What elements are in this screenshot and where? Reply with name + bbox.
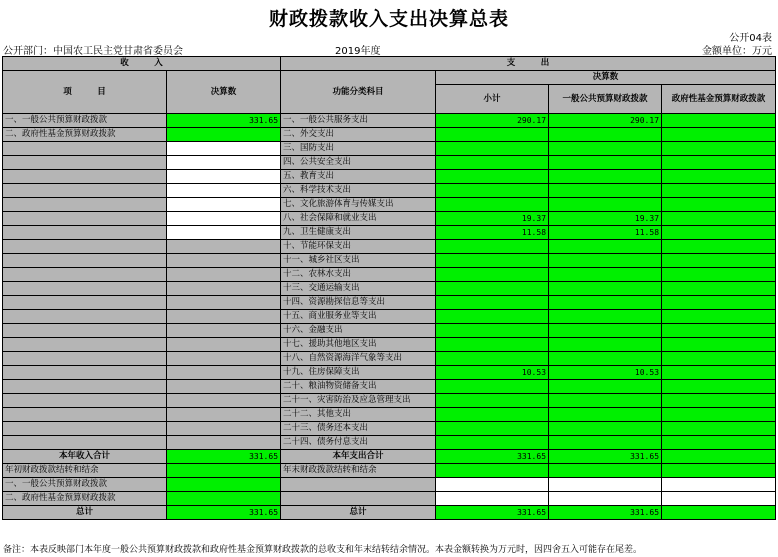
table-row (3, 422, 776, 436)
expense-fund (662, 436, 776, 450)
income-item-amount: 331.65 (167, 114, 281, 128)
expense-general (549, 436, 662, 450)
expense-subtotal (436, 128, 549, 142)
expense-fund (662, 142, 776, 156)
form-code: 公开04表 (729, 33, 772, 44)
expense-subtotal (436, 296, 549, 310)
expense-item-label: 二十四、债务付息支出 (281, 436, 436, 450)
end-balance-label: 年末财政拨款结转和结余 (281, 464, 436, 478)
income-empty-label (3, 338, 167, 352)
expense-subtotal (436, 394, 549, 408)
income-empty-label (3, 282, 167, 296)
income-empty-label (3, 324, 167, 338)
year-expense-total-label: 本年支出合计 (281, 450, 436, 464)
income-empty-label (3, 380, 167, 394)
income-empty-label (3, 422, 167, 436)
expense-general (549, 338, 662, 352)
table-row (3, 296, 776, 310)
expense-item-label: 十九、住房保障支出 (281, 366, 436, 380)
income-empty-amount (167, 254, 281, 268)
expense-item-label: 八、社会保障和就业支出 (281, 212, 436, 226)
grand-total-label: 总计 (3, 506, 167, 520)
expense-item-label: 二十一、灾害防治及应急管理支出 (281, 394, 436, 408)
grand-total-general: 331.65 (549, 506, 662, 520)
expense-general (549, 170, 662, 184)
income-empty-amount (167, 296, 281, 310)
end-balance-fund (662, 464, 776, 478)
function-class-header: 功能分类科目 (281, 71, 436, 114)
table-row (3, 226, 776, 240)
income-empty-label (3, 156, 167, 170)
expense-item-label: 五、教育支出 (281, 170, 436, 184)
expense-subtotal (436, 352, 549, 366)
expense-general (549, 142, 662, 156)
table-row (3, 310, 776, 324)
grand-total-income: 331.65 (167, 506, 281, 520)
expense-general (549, 380, 662, 394)
expense-general: 290.17 (549, 114, 662, 128)
income-empty-amount (167, 156, 281, 170)
expense-general (549, 394, 662, 408)
table-row (3, 436, 776, 450)
expense-subtotal: 11.58 (436, 226, 549, 240)
table-row (3, 408, 776, 422)
income-empty-amount (167, 338, 281, 352)
expense-fund (662, 184, 776, 198)
expense-subtotal (436, 184, 549, 198)
begin-fund-label: 二、政府性基金预算财政拨款 (3, 492, 167, 506)
expense-item-label: 二十二、其他支出 (281, 408, 436, 422)
table-row (3, 184, 776, 198)
expense-fund (662, 282, 776, 296)
year-label: 2019年度 (335, 46, 381, 57)
expense-fund (662, 128, 776, 142)
expense-fund (662, 240, 776, 254)
expense-general (549, 184, 662, 198)
income-empty-amount (167, 422, 281, 436)
table-row (3, 352, 776, 366)
expense-fund (662, 394, 776, 408)
income-empty-label (3, 212, 167, 226)
grand-total-subtotal: 331.65 (436, 506, 549, 520)
empty-cell (549, 492, 662, 506)
income-empty-label (3, 170, 167, 184)
expense-general: 19.37 (549, 212, 662, 226)
expense-subtotal (436, 436, 549, 450)
table-row (3, 212, 776, 226)
expense-general (549, 240, 662, 254)
empty-cell (436, 492, 549, 506)
income-empty-label (3, 240, 167, 254)
table-row (3, 282, 776, 296)
income-empty-label (3, 254, 167, 268)
expense-general (549, 282, 662, 296)
expense-subtotal: 10.53 (436, 366, 549, 380)
table-row (3, 142, 776, 156)
year-income-total-amount: 331.65 (167, 450, 281, 464)
department-label: 公开部门：中国农工民主党甘肃省委员会 (3, 46, 183, 57)
expense-item-label: 七、文化旅游体育与传媒支出 (281, 198, 436, 212)
expense-item-label: 十一、城乡社区支出 (281, 254, 436, 268)
general-budget-header: 一般公共预算财政拨款 (549, 85, 662, 114)
expense-item-label: 二十、粮油物资储备支出 (281, 380, 436, 394)
expense-subtotal (436, 310, 549, 324)
expense-general (549, 296, 662, 310)
end-balance-general (549, 464, 662, 478)
expense-fund (662, 380, 776, 394)
year-expense-total-general: 331.65 (549, 450, 662, 464)
budget-table (2, 56, 776, 520)
empty-cell (436, 478, 549, 492)
end-balance-subtotal (436, 464, 549, 478)
table-row (3, 268, 776, 282)
income-empty-amount (167, 198, 281, 212)
income-empty-label (3, 268, 167, 282)
table-row (3, 478, 776, 492)
expense-item-label: 十三、交通运输支出 (281, 282, 436, 296)
expense-item-label: 三、国防支出 (281, 142, 436, 156)
expense-item-label: 二、外交支出 (281, 128, 436, 142)
expense-fund (662, 310, 776, 324)
expense-fund (662, 198, 776, 212)
expense-subtotal (436, 282, 549, 296)
table-row (3, 198, 776, 212)
expense-item-label: 十、节能环保支出 (281, 240, 436, 254)
income-empty-label (3, 310, 167, 324)
income-empty-amount (167, 184, 281, 198)
expense-subtotal (436, 268, 549, 282)
grand-total-expense-label: 总计 (281, 506, 436, 520)
income-empty-amount (167, 240, 281, 254)
empty-cell (549, 478, 662, 492)
expense-subtotal (436, 408, 549, 422)
expense-fund (662, 156, 776, 170)
year-expense-total-fund (662, 450, 776, 464)
table-row (3, 450, 776, 464)
income-empty-label (3, 198, 167, 212)
expense-final-amount-header: 决算数 (436, 71, 776, 85)
begin-general-label: 一、一般公共预算财政拨款 (3, 478, 167, 492)
income-item-label: 一、一般公共预算财政拨款 (3, 114, 167, 128)
table-row (3, 366, 776, 380)
table-row (3, 492, 776, 506)
expense-general (549, 128, 662, 142)
income-empty-label (3, 366, 167, 380)
final-amount-header: 决算数 (167, 71, 281, 114)
income-empty-amount (167, 366, 281, 380)
income-empty-amount (167, 282, 281, 296)
expense-fund (662, 324, 776, 338)
table-row (3, 380, 776, 394)
item-header: 项 目 (3, 71, 167, 114)
page-title: 财政拨款收入支出决算总表 (268, 8, 509, 30)
expense-fund (662, 114, 776, 128)
expense-item-label: 十四、资源勘探信息等支出 (281, 296, 436, 310)
expense-general (549, 198, 662, 212)
income-empty-amount (167, 170, 281, 184)
expense-header: 支 出 (281, 57, 776, 71)
table-row (3, 254, 776, 268)
expense-fund (662, 268, 776, 282)
income-empty-label (3, 226, 167, 240)
subtotal-header: 小计 (436, 85, 549, 114)
unit-label: 金额单位：万元 (702, 46, 772, 57)
income-empty-amount (167, 408, 281, 422)
income-item-amount (167, 128, 281, 142)
expense-fund (662, 338, 776, 352)
empty-cell (662, 492, 776, 506)
expense-fund (662, 212, 776, 226)
table-row (3, 324, 776, 338)
expense-general (549, 254, 662, 268)
income-empty-amount (167, 142, 281, 156)
expense-subtotal (436, 156, 549, 170)
expense-subtotal: 290.17 (436, 114, 549, 128)
income-empty-amount (167, 352, 281, 366)
begin-general-amount (167, 478, 281, 492)
expense-item-label: 一、一般公共服务支出 (281, 114, 436, 128)
expense-subtotal (436, 422, 549, 436)
header-row-2 (3, 71, 776, 85)
table-row (3, 240, 776, 254)
expense-general: 10.53 (549, 366, 662, 380)
gov-fund-header: 政府性基金预算财政拨款 (662, 85, 776, 114)
expense-general (549, 310, 662, 324)
empty-label (281, 492, 436, 506)
expense-fund (662, 296, 776, 310)
expense-fund (662, 254, 776, 268)
empty-cell (662, 478, 776, 492)
table-row (3, 464, 776, 478)
expense-general (549, 422, 662, 436)
table-row (3, 156, 776, 170)
begin-balance-amount (167, 464, 281, 478)
expense-fund (662, 408, 776, 422)
income-empty-label (3, 394, 167, 408)
grand-total-fund (662, 506, 776, 520)
income-empty-amount (167, 324, 281, 338)
expense-subtotal (436, 254, 549, 268)
begin-balance-label: 年初财政拨款结转和结余 (3, 464, 167, 478)
income-empty-amount (167, 310, 281, 324)
expense-fund (662, 226, 776, 240)
table-row (3, 170, 776, 184)
expense-subtotal (436, 170, 549, 184)
expense-subtotal (436, 338, 549, 352)
expense-item-label: 十八、自然资源海洋气象等支出 (281, 352, 436, 366)
table-row (3, 114, 776, 128)
begin-fund-amount (167, 492, 281, 506)
expense-general (549, 408, 662, 422)
income-empty-amount (167, 380, 281, 394)
expense-item-label: 二十三、债务还本支出 (281, 422, 436, 436)
income-empty-label (3, 142, 167, 156)
expense-item-label: 十五、商业服务业等支出 (281, 310, 436, 324)
empty-label (281, 478, 436, 492)
expense-item-label: 九、卫生健康支出 (281, 226, 436, 240)
expense-general: 11.58 (549, 226, 662, 240)
income-empty-label (3, 296, 167, 310)
expense-subtotal (436, 198, 549, 212)
table-row (3, 338, 776, 352)
income-empty-amount (167, 436, 281, 450)
expense-fund (662, 422, 776, 436)
income-empty-label (3, 352, 167, 366)
income-header: 收 入 (3, 57, 281, 71)
income-empty-amount (167, 212, 281, 226)
income-empty-label (3, 408, 167, 422)
expense-fund (662, 170, 776, 184)
income-empty-label (3, 184, 167, 198)
expense-item-label: 六、科学技术支出 (281, 184, 436, 198)
expense-subtotal (436, 240, 549, 254)
expense-item-label: 十七、援助其他地区支出 (281, 338, 436, 352)
expense-general (549, 324, 662, 338)
expense-subtotal (436, 380, 549, 394)
footnote: 备注：本表反映部门本年度一般公共预算财政拨款和政府性基金预算财政拨款的总收支和年末结转结余情况。本表金额转换为万元时，因四舍五入可能存在尾差。 (3, 545, 643, 555)
table-row (3, 394, 776, 408)
expense-item-label: 四、公共安全支出 (281, 156, 436, 170)
expense-subtotal: 19.37 (436, 212, 549, 226)
table-row (3, 128, 776, 142)
income-empty-amount (167, 394, 281, 408)
income-empty-amount (167, 226, 281, 240)
expense-general (549, 352, 662, 366)
expense-item-label: 十六、金融支出 (281, 324, 436, 338)
income-empty-label (3, 436, 167, 450)
expense-fund (662, 352, 776, 366)
expense-general (549, 156, 662, 170)
income-empty-amount (167, 268, 281, 282)
expense-fund (662, 366, 776, 380)
header-row-1 (3, 57, 776, 71)
expense-subtotal (436, 324, 549, 338)
table-row (3, 506, 776, 520)
expense-subtotal (436, 142, 549, 156)
expense-general (549, 268, 662, 282)
year-income-total-label: 本年收入合计 (3, 450, 167, 464)
year-expense-total-subtotal: 331.65 (436, 450, 549, 464)
income-item-label: 二、政府性基金预算财政拨款 (3, 128, 167, 142)
expense-item-label: 十二、农林水支出 (281, 268, 436, 282)
